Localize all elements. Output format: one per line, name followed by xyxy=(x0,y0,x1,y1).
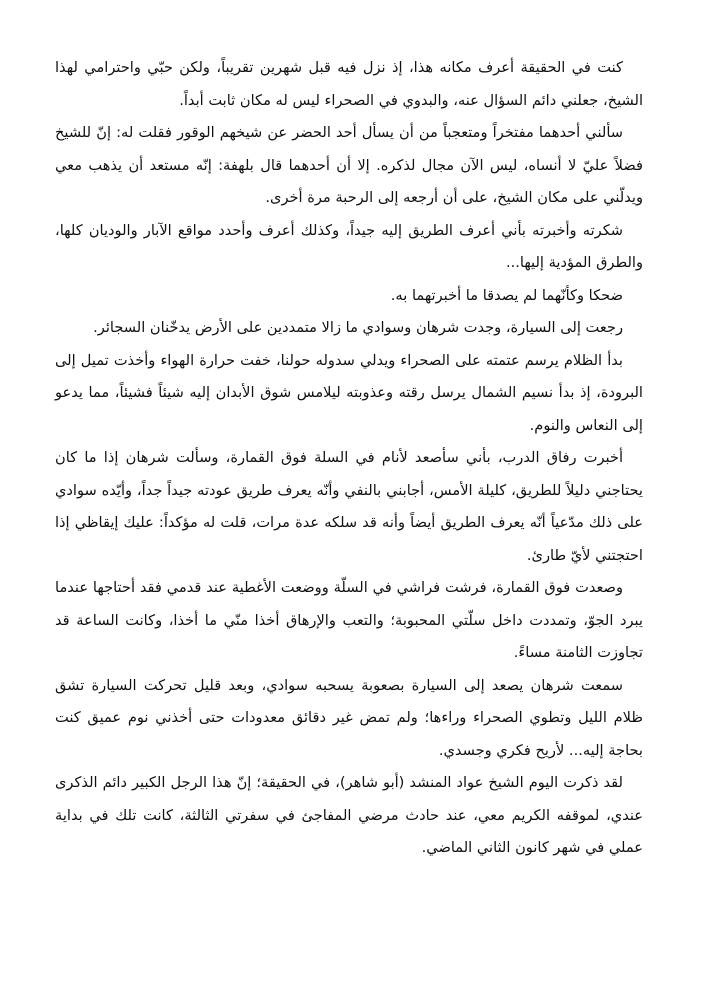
paragraph: ضحكا وكأنّهما لم يصدقا ما أخبرتهما به. xyxy=(390,286,623,304)
paragraph: لقد ذكرت اليوم الشيخ عواد المنشد (أبو شاهر)، في الحقيقة؛ إنّ هذا الرجل الكبير دائم الذكرى عندي، لموقفه الكريم معي، عند حادث مرضي المفاجئ في سفرتي الثالثة، كانت تلك في بداية عملي في شهر كانون الثاني الماضي. xyxy=(55,774,643,856)
paragraph: بدأ الظلام يرسم عتمته على الصحراء ويدلي سدوله حولنا، خفت حرارة الهواء وأخذت تميل إلى البرودة، إذ بدأ نسيم الشمال يرسل رقته وعذوبته ليلامس شوق الأبدان إليه شيئاً فشيئاً، مما يدعو إلى النعاس والنوم. xyxy=(55,351,643,434)
paragraph: كنت في الحقيقة أعرف مكانه هذا، إذ نزل فيه قبل شهرين تقريباً، ولكن حبّي واحترامي لهذا الشيخ، جعلني دائم السؤال عنه، والبدوي في الصحراء ليس له مكان ثابت أبداً. xyxy=(55,59,643,109)
paragraph: سألني أحدهما مفتخراً ومتعجباً من أن يسأل أحد الحضر عن شيخهم الوقور فقلت له: إنّ للشيخ فضلاً عليّ لا أنساه، ليس الآن مجال لذكره. إلا أن أحدهما قال بلهفة: إنّه مستعد أن يذهب معي ويدلّني على مكان الشيخ، على أن أرجعه إلى الرحبة مرة أخرى. xyxy=(55,124,643,206)
paragraph: أخبرت رفاق الدرب، بأني سأصعد لأنام في السلة فوق القمارة، وسألت شرهان إذا ما كان يحتاجني دليلاً للطريق، كليلة الأمس، أجابني بالنفي وأنّه يعرف طريق عودته جيداً جداً، وأيّده سوادي على ذلك مدّعياً أنّه يعرف الطريق أيضاً وأنه قد سلكه عدة مرات، قلت له مؤكداً: عليك إيقاظي إذا احتجتني لأيّ طارئ. xyxy=(55,449,643,564)
paragraph: سمعت شرهان يصعد إلى السيارة بصعوبة يسحبه سوادي، وبعد قليل تحركت السيارة تشق ظلام الليل وتطوي الصحراء وراءها؛ ولم تمض غير دقائق معدودات حتى أخذني نوم عميق كنت بحاجة إليه... لأريح فكري وجسدي. xyxy=(55,676,643,759)
paragraph: شكرته وأخبرته بأني أعرف الطريق إليه جيداً، وكذلك أعرف وأحدد مواقع الآبار والوديان كلها، والطرق المؤدية إليها... xyxy=(55,221,643,271)
document-body xyxy=(55,52,643,865)
paragraph: رجعت إلى السيارة، وجدت شرهان وسوادي ما زالا متمددين على الأرض يدخّنان السجائر. xyxy=(93,319,623,336)
paragraph: وصعدت فوق القمارة، فرشت فراشي في السلّة ووضعت الأغطية عند قدمي فقد أحتاجها عندما يبرد الجوّ، وتمددت داخل سلّتي المحبوبة؛ والتعب والإرهاق أخذا منّي ما أخذا، وكانت الساعة قد تجاوزت الثامنة مساءً. xyxy=(55,579,643,661)
